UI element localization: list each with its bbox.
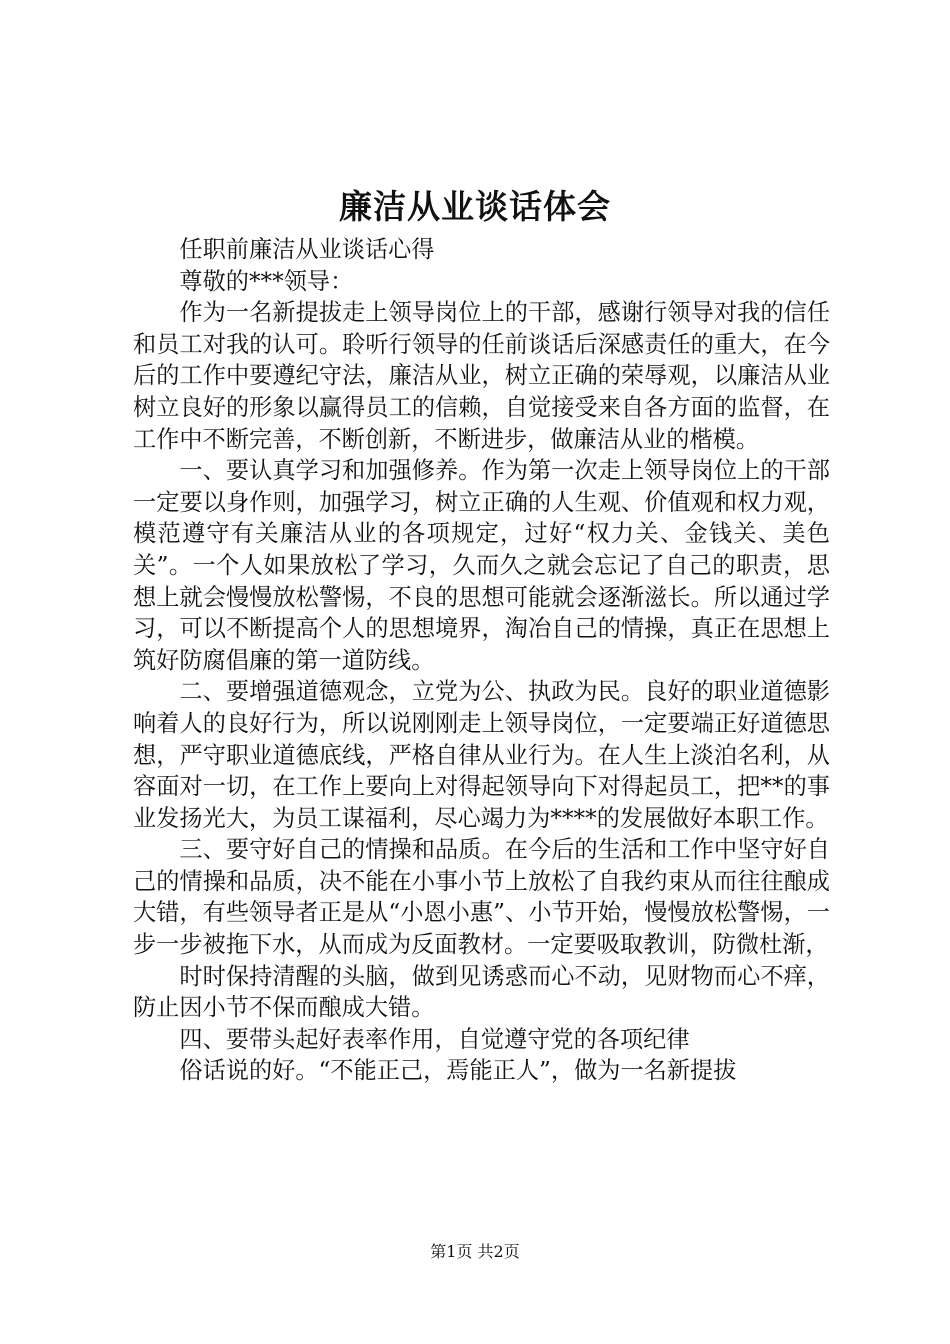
document-body [133, 234, 830, 1087]
subtitle-paragraph: 任职前廉洁从业谈话心得 [179, 236, 435, 263]
body-paragraph: 作为一名新提拔走上领导岗位上的干部，感谢行领导对我的信任和员工对我的认可。聆听行领导的任前谈话后深感责任的重大，在今后的工作中要遵纪守法，廉洁从业，树立正确的荣辱观，以廉洁从业树立良好的形象以赢得员工的信赖，自觉接受来自各方面的监督，在工作中不断完善，不断创新，不断进步，做廉洁从业的楷模。 [133, 299, 830, 453]
body-paragraph: 俗话说的好。“不能正己，焉能正人”，做为一名新提拔 [179, 1057, 737, 1085]
body-paragraph: 二、要增强道德观念，立党为公、执政为民。良好的职业道德影响着人的良好行为，所以说刚刚走上领导岗位，一定要端正好道德思想，严守职业道德底线，严格自律从业行为。在人生上淡泊名利，从容面对一切，在工作上要向上对得起领导向下对得起员工，把**的事业发扬光大，为员工谋福利，尽心竭力为****的发展做好本职工作。 [133, 678, 830, 832]
section-heading-paragraph: 四、要带头起好表率作用，自觉遵守党的各项纪律 [179, 1025, 690, 1053]
body-paragraph: 一、要认真学习和加强修养。作为第一次走上领导岗位上的干部一定要以身作则，加强学习，树立正确的人生观、价值观和权力观，模范遵守有关廉洁从业的各项规定，过好“权力关、金钱关、美色关”。一个人如果放松了学习，久而久之就会忘记了自己的职责，思想上就会慢慢放松警惕，不良的思想可能就会逐渐滋长。所以通过学习，可以不断提高个人的思想境界，淘冶自己的情操，真正在思想上筑好防腐倡廉的第一道防线。 [133, 457, 830, 674]
body-paragraph: 时时保持清醒的头脑，做到见诱惑而心不动，见财物而心不痒，防止因小节不保而酿成大错。 [133, 962, 830, 1022]
page-footer: 第1页 共2页 [430, 1242, 520, 1261]
document-title: 廉洁从业谈话体会 [339, 187, 611, 226]
body-paragraph: 三、要守好自己的情操和品质。在今后的生活和工作中坚守好自己的情操和品质，决不能在小事小节上放松了自我约束从而往往酿成大错，有些领导者正是从“小恩小惠”、小节开始，慢慢放松警惕，一步一步被拖下水，从而成为反面教材。一定要吸取教训，防微杜渐， [133, 836, 830, 959]
salutation-paragraph: 尊敬的***领导： [179, 267, 354, 295]
